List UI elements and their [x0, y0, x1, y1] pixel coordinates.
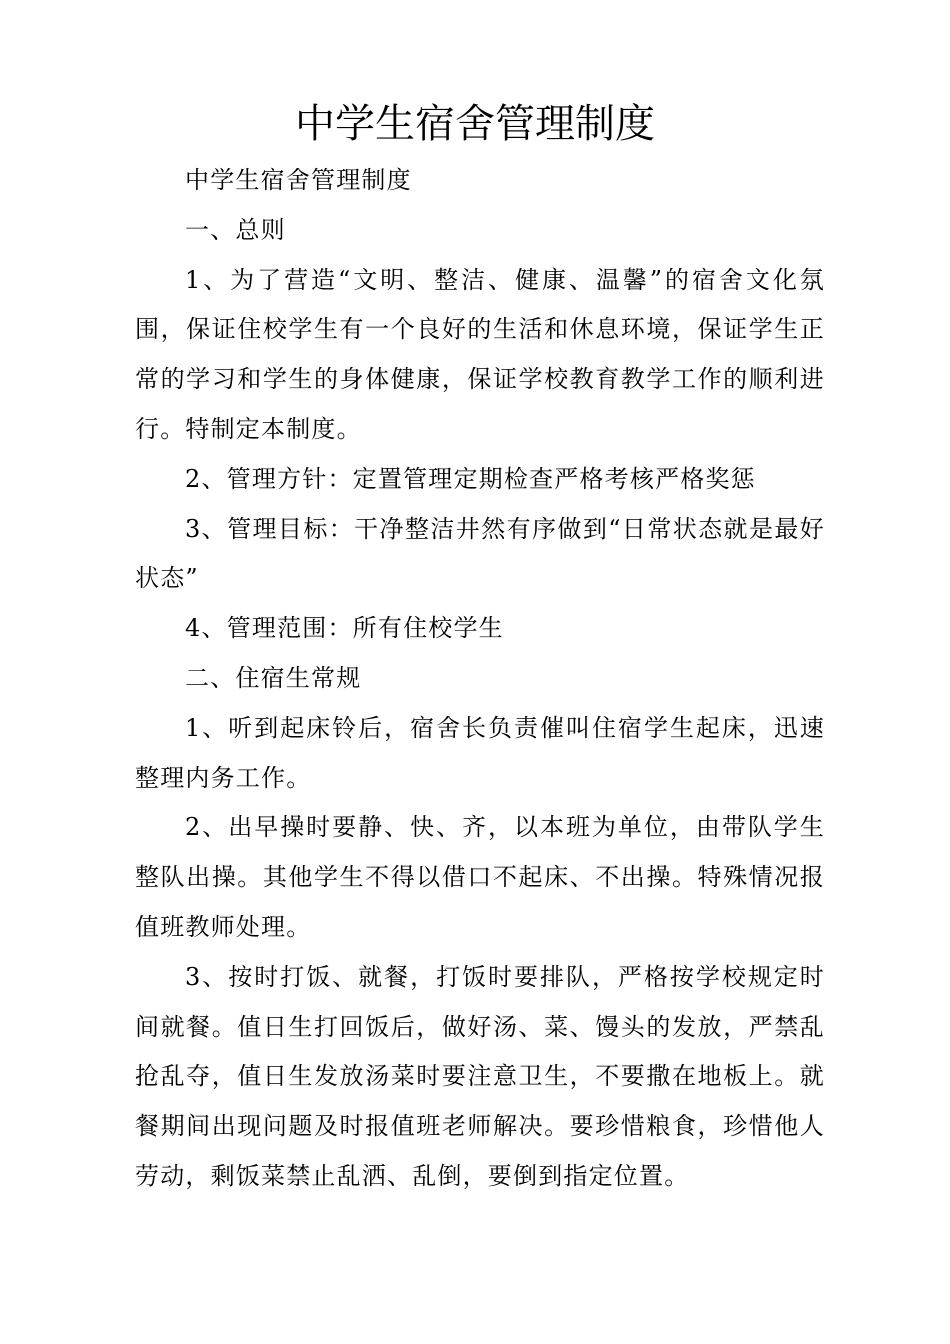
paragraph: 2、出早操时要静、快、齐，以本班为单位，由带队学生整队出操。其他学生不得以借口不起床、不出操。特殊情况报值班教师处理。 — [135, 813, 825, 941]
document-title: 中学生宿舍管理制度 — [295, 101, 655, 147]
paragraph-subtitle: 中学生宿舍管理制度 — [185, 166, 412, 194]
document-body — [135, 156, 825, 1202]
section-heading-general: 一、总则 — [185, 215, 286, 244]
paragraph: 1、为了营造“文明、整洁、健康、温馨”的宿舍文化氛围，保证住校学生有一个良好的生活和休息环境，保证学生正常的学习和学生的身体健康，保证学校教育教学工作的顺利进行。特制定本制度。 — [135, 265, 825, 443]
paragraph: 1、听到起床铃后，宿舍长负责催叫住宿学生起床，迅速整理内务工作。 — [135, 713, 825, 792]
paragraph: 3、按时打饭、就餐，打饭时要排队，严格按学校规定时间就餐。值日生打回饭后，做好汤、菜、馒头的发放，严禁乱抢乱夺，值日生发放汤菜时要注意卫生，不要撒在地板上。就餐期间出现问题及时报值班老师解决。要珍惜粮食，珍惜他人劳动，剩饭菜禁止乱洒、乱倒，要倒到指定位置。 — [135, 962, 825, 1190]
section-heading-boarding-rules: 二、住宿生常规 — [185, 663, 362, 692]
paragraph: 2、管理方针：定置管理定期检查严格考核严格奖惩 — [185, 464, 756, 493]
paragraph: 4、管理范围：所有住校学生 — [185, 614, 504, 643]
paragraph: 3、管理目标：干净整洁井然有序做到“日常状态就是最好状态” — [135, 514, 825, 593]
